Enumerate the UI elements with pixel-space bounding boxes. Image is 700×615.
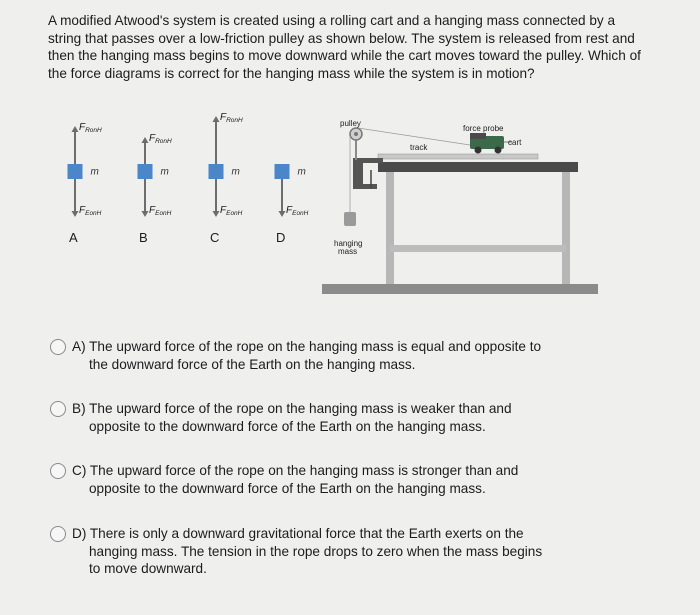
mass-block-a xyxy=(68,164,83,179)
option-b-line1: B) The upward force of the rope on the hanging mass is weaker than and xyxy=(72,401,512,416)
table-top xyxy=(378,162,578,172)
mass-block-b xyxy=(138,164,153,179)
radio-option-c[interactable] xyxy=(50,463,66,479)
option-c-line1: C) The upward force of the rope on the hanging mass is stronger than and xyxy=(72,463,519,478)
radio-option-a[interactable] xyxy=(50,339,66,355)
diagram-letter-b: B xyxy=(139,230,148,245)
question-text: A modified Atwood's system is created using a rolling cart and a hanging mass connected by a string that passes over a low-friction pulley as shown below. The system is released from rest and then the hanging mass begins to move downward while the cart moves toward the pulley. Which of the force diagrams is correct for the hanging mass while the system is in motion? xyxy=(48,13,641,81)
down-force-label-a: $F_{EonH}$ xyxy=(79,205,102,217)
radio-option-d[interactable] xyxy=(50,526,66,542)
free-body-diagrams xyxy=(0,0,320,260)
diagram-letter-c: C xyxy=(210,230,220,245)
mass-label-a: m xyxy=(90,166,99,178)
diagram-letter-d: D xyxy=(276,230,286,245)
table-leg-left xyxy=(386,172,394,284)
up-arrow-head-a xyxy=(72,126,79,132)
down-force-label-d: $F_{EonH}$ xyxy=(286,205,309,217)
down-arrow-head-c xyxy=(213,211,220,217)
mass-block-d xyxy=(275,164,290,179)
table-leg-right xyxy=(562,172,570,284)
label-hanging: hanging xyxy=(334,239,363,248)
down-arrow-head-a xyxy=(72,211,79,217)
down-arrow-head-d xyxy=(279,211,286,217)
option-c[interactable] xyxy=(50,462,518,497)
mass-label-b: m xyxy=(160,166,169,178)
track xyxy=(378,154,538,159)
option-d-line3: to move downward. xyxy=(89,561,207,576)
option-b[interactable] xyxy=(50,400,512,435)
mass-label-d: m xyxy=(297,166,306,178)
option-d-line1: D) There is only a downward gravitational force that the Earth exerts on the xyxy=(72,526,524,541)
mass-block-c xyxy=(209,164,224,179)
up-force-label-c: $F_{RonH}$ xyxy=(220,112,243,124)
up-force-label-a: $F_{RonH}$ xyxy=(79,122,102,134)
up-force-label-b: $F_{RonH}$ xyxy=(149,133,172,145)
atwood-apparatus-sketch xyxy=(318,112,600,302)
label-pulley: pulley xyxy=(340,119,361,128)
mass-label-c: m xyxy=(231,166,240,178)
label-track: track xyxy=(410,143,428,152)
floor xyxy=(322,284,598,294)
down-arrow-head-b xyxy=(142,211,149,217)
option-d[interactable] xyxy=(50,525,542,578)
label-force-probe: force probe xyxy=(463,124,504,133)
label-cart: cart xyxy=(508,138,522,147)
up-arrow-head-c xyxy=(213,116,220,122)
clamp xyxy=(353,160,363,188)
option-a-line2: the downward force of the Earth on the hanging mass. xyxy=(89,356,416,372)
option-a[interactable] xyxy=(50,338,541,373)
hanging-mass xyxy=(344,212,356,226)
option-d-line2: hanging mass. The tension in the rope drops to zero when the mass begins xyxy=(89,543,543,559)
option-b-line2: opposite to the downward force of the Earth on the hanging mass. xyxy=(89,418,486,434)
diagram-letter-a: A xyxy=(69,230,78,245)
label-mass: mass xyxy=(338,247,358,256)
down-force-label-b: $F_{EonH}$ xyxy=(149,205,172,217)
table-crossbar xyxy=(390,245,566,252)
radio-option-b[interactable] xyxy=(50,401,66,417)
option-c-line2: opposite to the downward force of the Earth on the hanging mass. xyxy=(89,480,486,496)
option-a-line1: A) The upward force of the rope on the hanging mass is equal and opposite to xyxy=(72,339,542,354)
down-force-label-c: $F_{EonH}$ xyxy=(220,205,243,217)
up-arrow-head-b xyxy=(142,137,149,143)
